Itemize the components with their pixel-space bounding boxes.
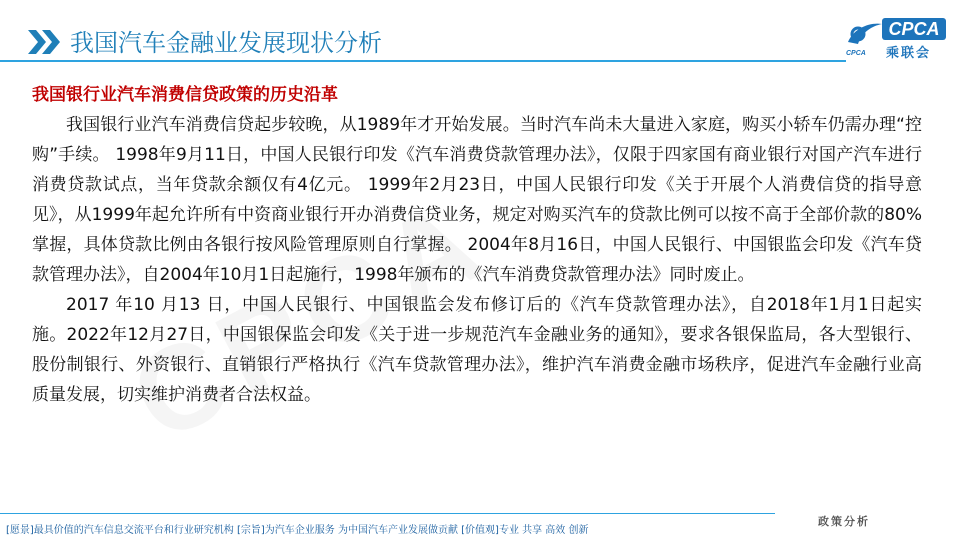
section-heading: 我国银行业汽车消费信贷政策的历史沿革: [32, 85, 338, 105]
logo-chinese: 乘联会: [886, 46, 932, 61]
footer-text: [愿景]最具价值的汽车信息交流平台和行业研究机构 [宗旨]为汽车企业服务 为中国汽车产业发展做贡献 [价值观]专业 共享 高效 创新: [6, 525, 589, 536]
swoosh-icon: [844, 20, 884, 50]
paragraph: 2017 年10 月13 日，中国人民银行、中国银监会发布修订后的《汽车贷款管理办法》，自2018年1月1日起实施。2022年12月27日，中国银保监会印发《关于进一步规范汽车金融业务的通知》，要求各银保监局，各大型银行、股份制银行、外资银行、直销银行严格执行《汽车贷款管理办法》，维护汽车消费金融市场秩序，促进汽车金融行业高质量发展，切实维护消费者合法权益。: [32, 295, 922, 405]
title-divider: [0, 60, 846, 62]
footer-divider: [0, 513, 775, 514]
body-text: [32, 110, 922, 410]
footer-section-label: 政策分析: [818, 515, 870, 528]
double-chevron-icon: [26, 28, 64, 56]
page-title: 我国汽车金融业发展现状分析: [70, 29, 382, 57]
cpca-logo: [842, 18, 950, 64]
logo-small-text: CPCA: [846, 50, 866, 57]
paragraph: 我国银行业汽车消费信贷起步较晚，从1989年才开始发展。当时汽车尚未大量进入家庭，购买小轿车仍需办理“控购”手续。 1998年9月11日，中国人民银行印发《汽车消费贷款管理办法》，仅限于四家国有商业银行对国产汽车进行消费贷款试点，当年贷款余额仅有4亿元。 1999年2月23日，中国人民银行印发《关于开展个人消费信贷的指导意见》，从1999年起允许所有中资商业银行开办消费信贷业务，规定对购买汽车的贷款比例可以按不高于全部价款的80%掌握，具体贷款比例由各银行按风险管理原则自行掌握。 2004年8月16日，中国人民银行、中国银监会印发《汽车贷款管理办法》，自2004年10月1日起施行，1998年颁布的《汽车消费贷款管理办法》同时废止。: [32, 115, 922, 285]
logo-brand: CPCA: [882, 18, 946, 40]
